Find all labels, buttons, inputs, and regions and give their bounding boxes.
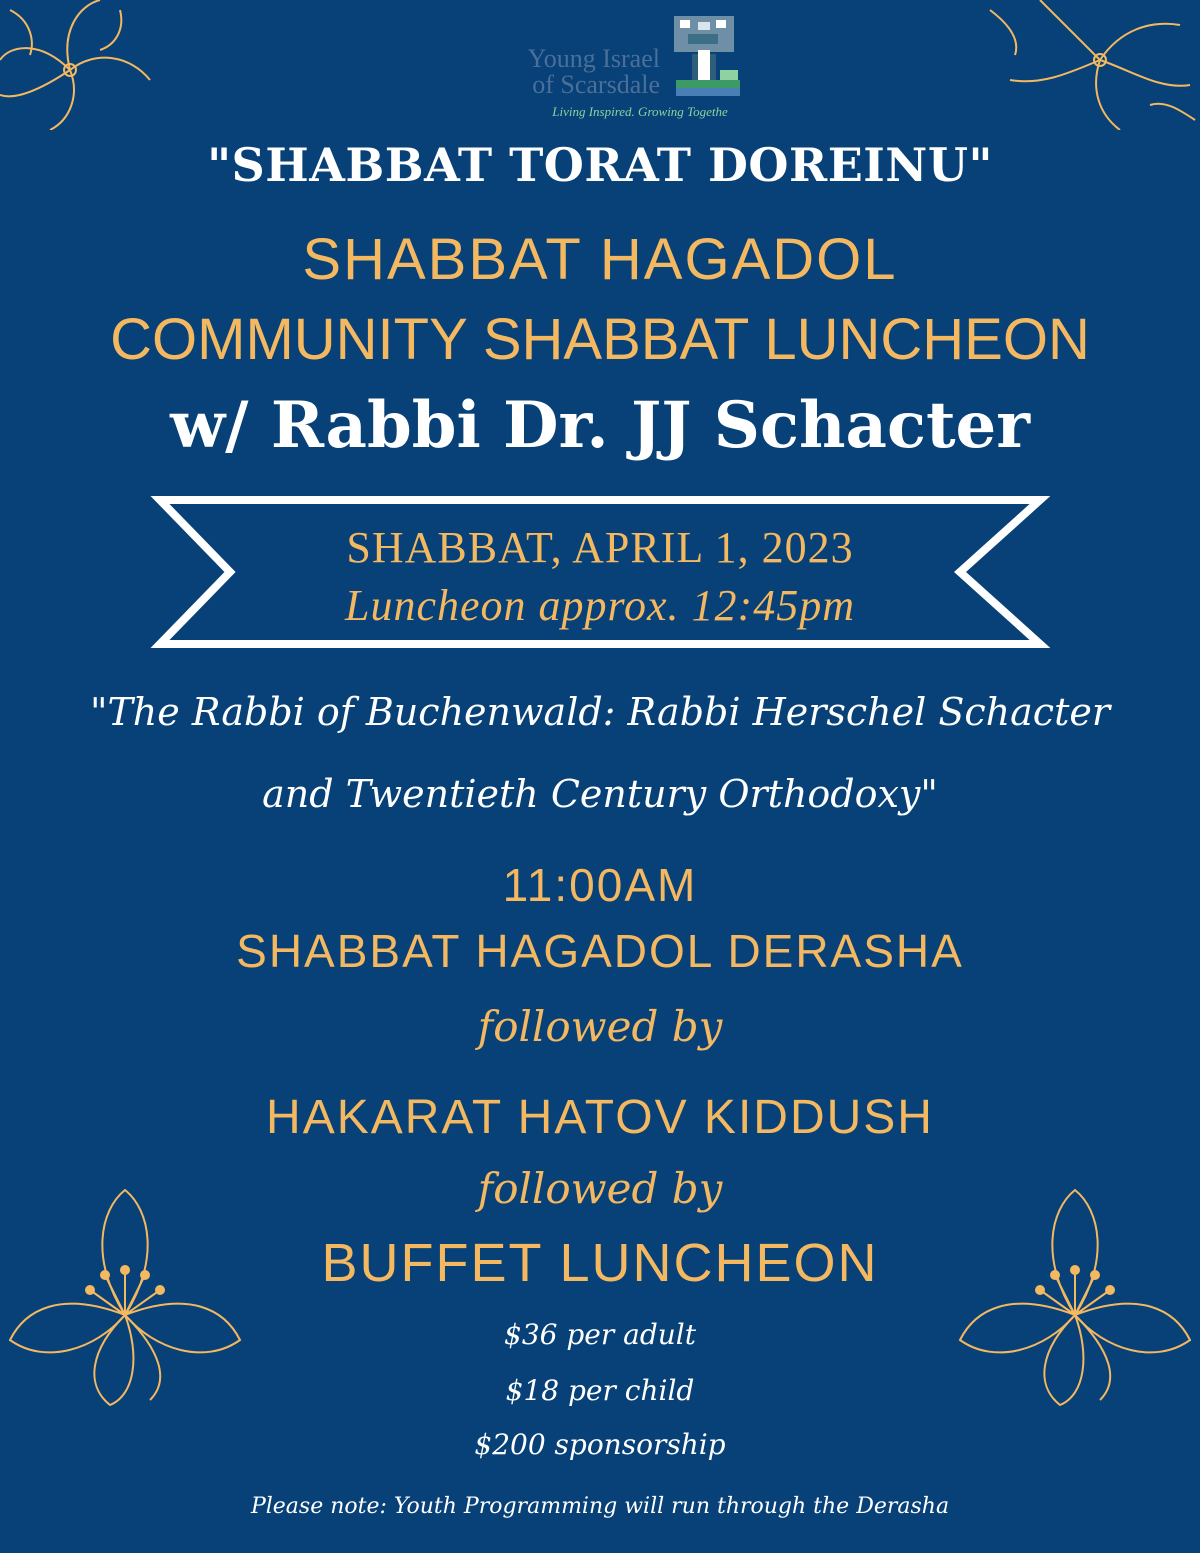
price-child: $18 per child [505, 1374, 695, 1407]
buffet-title: BUFFET LUNCHEON [321, 1233, 879, 1293]
derasha-time: 11:00AM [502, 859, 698, 911]
subtitle-community-luncheon: COMMUNITY SHABBAT LUNCHEON [110, 307, 1090, 372]
logo-name-line2: of Scarsdale [532, 70, 660, 99]
flower-top-left-icon [0, 0, 160, 130]
subtitle-shabbat-hagadol: SHABBAT HAGADOL [302, 227, 898, 292]
youth-note: Please note: Youth Programming will run through the Derasha [250, 1494, 950, 1519]
luncheon-time: Luncheon approx. 12:45pm [345, 581, 855, 630]
page-title: "SHABBAT TORAT DOREINU" [207, 138, 993, 192]
event-date: SHABBAT, APRIL 1, 2023 [346, 523, 854, 572]
price-adult: $36 per adult [504, 1318, 696, 1351]
logo-name [460, 46, 660, 98]
logo-tagline: Living Inspired. Growing Togethe [552, 104, 728, 119]
flower-top-right-icon [950, 0, 1200, 130]
talk-title-line2: and Twentieth Century Orthodoxy" [262, 772, 938, 816]
followed-by-2: followed by [477, 1164, 723, 1213]
logo-name-line1: Young Israel [527, 44, 660, 73]
kiddush-title: HAKARAT HATOV KIDDUSH [266, 1091, 934, 1144]
price-sponsorship: $200 sponsorship [474, 1428, 726, 1461]
derasha-title: SHABBAT HAGADOL DERASHA [236, 925, 964, 977]
speaker-name: w/ Rabbi Dr. JJ Schacter [170, 388, 1030, 463]
logo-tree-icon [668, 10, 748, 106]
talk-title-line1: "The Rabbi of Buchenwald: Rabbi Herschel Schacter [89, 690, 1110, 734]
followed-by-1: followed by [477, 1002, 723, 1051]
